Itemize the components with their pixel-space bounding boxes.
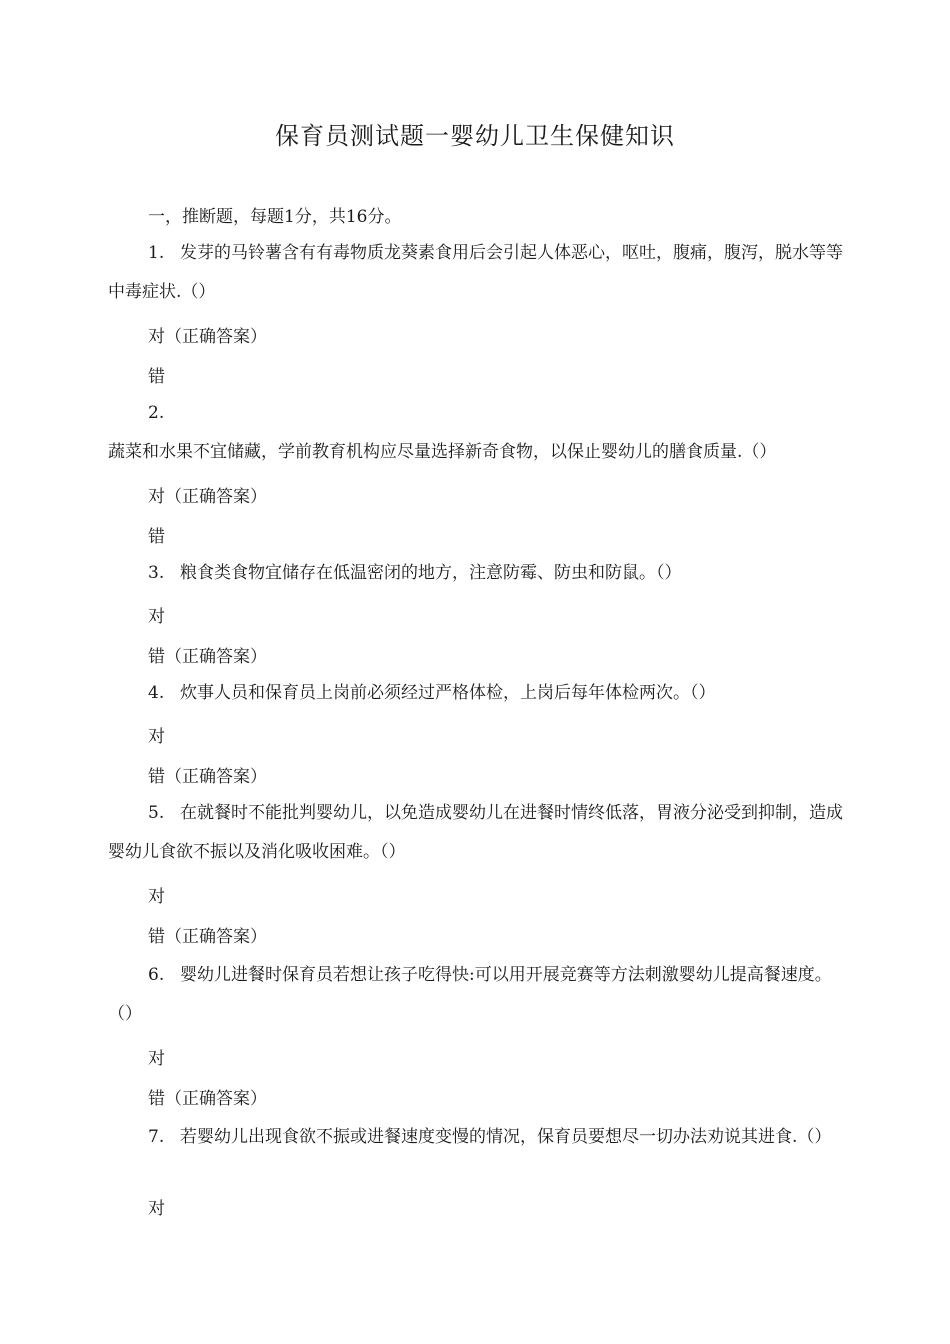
question-7 xyxy=(108,1118,844,1157)
question-text: 发芽的马铃薯含有有毒物质龙葵素食用后会引起人体恶心，呕吐，腹痛，腹泻，脱水等等中毒症状.（） xyxy=(108,243,843,302)
question-3-option-false: 错（正确答案） xyxy=(148,647,267,667)
question-1-option-false: 错 xyxy=(148,367,165,387)
question-number: 7. xyxy=(148,1127,165,1147)
section-heading: 一，推断题，每题1分，共16分。 xyxy=(148,207,402,227)
question-number: 4. xyxy=(148,683,165,703)
question-7-option-true: 对 xyxy=(148,1199,165,1219)
question-number: 1. xyxy=(148,243,165,263)
question-4-option-false: 错（正确答案） xyxy=(148,767,267,787)
question-number: 5. xyxy=(148,803,165,823)
question-2-option-false: 错 xyxy=(148,527,165,547)
question-1-option-true: 对（正确答案） xyxy=(148,327,267,347)
question-3-option-true: 对 xyxy=(148,607,165,627)
question-4-option-true: 对 xyxy=(148,727,165,747)
question-number: 6. xyxy=(148,965,165,985)
question-5-option-false: 错（正确答案） xyxy=(148,927,267,947)
question-text: 粮食类食物宜储存在低温密闭的地方，注意防霉、防虫和防鼠。（） xyxy=(180,563,682,583)
question-6 xyxy=(108,956,844,1034)
question-1 xyxy=(108,234,844,312)
question-text: 在就餐时不能批判婴幼儿，以免造成婴幼儿在进餐时情终低落，胃液分泌受到抑制，造成婴幼儿食欲不振以及消化吸收困难。（） xyxy=(108,803,843,862)
question-4 xyxy=(108,674,844,713)
question-5-option-true: 对 xyxy=(148,887,165,907)
question-6-option-true: 对 xyxy=(148,1049,165,1069)
question-text: 若婴幼儿出现食欲不振或进餐速度变慢的情况，保育员要想尽一切办法劝说其进食.（） xyxy=(180,1127,832,1147)
question-text: 蔬菜和水果不宜储藏，学前教育机构应尽量选择新奇食物，以保止婴幼儿的膳食质量.（） xyxy=(108,442,777,462)
question-5 xyxy=(108,794,844,872)
question-number: 2. xyxy=(148,403,165,423)
question-2 xyxy=(108,394,844,472)
document-title: 保育员测试题一婴幼儿卫生保健知识 xyxy=(275,122,675,150)
question-2-option-true: 对（正确答案） xyxy=(148,487,267,507)
question-3 xyxy=(108,554,844,593)
question-6-option-false: 错（正确答案） xyxy=(148,1089,267,1109)
question-text: 炊事人员和保育员上岗前必须经过严格体检，上岗后每年体检两次。（） xyxy=(180,683,716,703)
question-text: 婴幼儿进餐时保育员若想让孩子吃得快:可以用开展竞赛等方法刺激婴幼儿提高餐速度。（） xyxy=(108,965,832,1024)
question-number: 3. xyxy=(148,563,165,583)
